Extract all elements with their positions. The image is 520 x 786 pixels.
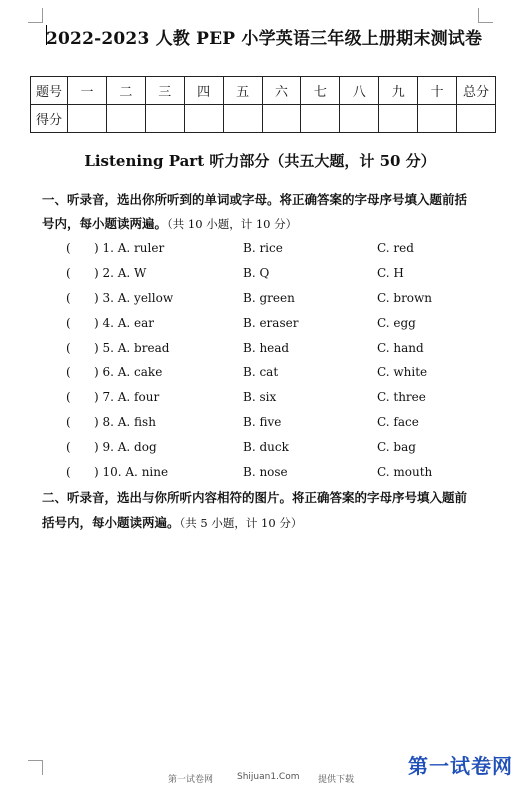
option-b: B. nose	[243, 465, 288, 480]
option-c: C. red	[377, 241, 414, 255]
header-cell-1: 一	[68, 77, 107, 105]
question-row: ( ) 7. A. four B. six C. three	[66, 390, 426, 405]
header-cell-3: 三	[145, 77, 184, 105]
option-b: B. duck	[243, 440, 289, 455]
question-number: ) 3. A. yellow	[94, 290, 174, 305]
score-cell-total[interactable]	[457, 105, 496, 133]
header-cell-8: 八	[340, 77, 379, 105]
question-row: ( ) 10. A. nine B. nose C. mouth	[66, 465, 433, 480]
question-number: ) 8. A. fish	[94, 415, 156, 430]
option-b: B. cat	[243, 365, 279, 380]
option-c: C. mouth	[377, 465, 433, 480]
option-b: B. green	[243, 290, 295, 305]
section2-instruction-line2	[42, 513, 302, 531]
score-cell[interactable]	[145, 105, 184, 133]
question-number: ) 2. A. W	[94, 265, 147, 280]
question-row: ( ) 1. A. ruler B. rice C. red	[66, 241, 414, 255]
question-row: ( ) 5. A. bread B. head C. hand	[66, 340, 424, 355]
header-cell-7: 七	[301, 77, 340, 105]
score-label-cell: 得分	[31, 105, 68, 133]
score-cell[interactable]	[68, 105, 107, 133]
option-c: C. H	[377, 265, 404, 280]
question-row: ( ) 4. A. ear B. eraser C. egg	[66, 315, 416, 330]
question-row: ( ) 9. A. dog B. duck C. bag	[66, 440, 416, 455]
score-table	[30, 76, 496, 133]
score-cell[interactable]	[223, 105, 262, 133]
part-title: Listening Part 听力部分（共五大题，计 50 分）	[84, 152, 436, 170]
score-table-score-row	[31, 105, 496, 133]
option-c: C. brown	[377, 290, 433, 305]
header-cell-2: 二	[106, 77, 145, 105]
footer-download-text: 提供下载	[318, 775, 355, 785]
page-corner-mark-top-right	[478, 8, 493, 23]
section2-note: （共 5 小题，计 10 分）	[179, 516, 303, 530]
score-cell[interactable]	[184, 105, 223, 133]
question-number: ) 1. A. ruler	[94, 241, 165, 255]
section1-instruction-line2	[42, 214, 297, 232]
section2-instruction-line1: 二、听录音，选出与你所听内容相符的图片。将正确答案的字母序号填入题前	[42, 490, 468, 505]
option-b: B. eraser	[243, 315, 299, 330]
question-number: ) 4. A. ear	[94, 315, 155, 330]
score-cell[interactable]	[340, 105, 379, 133]
section2-instruction-text: 括号内，每小题读两遍。	[42, 515, 180, 530]
question-row: ( ) 8. A. fish B. five C. face	[66, 415, 419, 430]
question-row: ( ) 6. A. cake B. cat C. white	[66, 365, 428, 380]
option-b: B. rice	[243, 241, 283, 255]
option-c: C. three	[377, 390, 426, 405]
option-c: C. face	[377, 415, 419, 430]
header-cell-9: 九	[379, 77, 418, 105]
header-cell-question-number: 题号	[31, 77, 68, 105]
question-row: ( ) 2. A. W B. Q C. H	[66, 265, 404, 280]
header-cell-5: 五	[223, 77, 262, 105]
score-table-header-row	[31, 77, 496, 105]
header-cell-total: 总分	[457, 77, 496, 105]
footer-site-url[interactable]: Shijuan1.Com	[237, 772, 300, 782]
score-cell[interactable]	[379, 105, 418, 133]
header-cell-6: 六	[262, 77, 301, 105]
section1-note: （共 10 小题，计 10 分）	[167, 217, 298, 231]
page-title: 2022-2023 人教 PEP 小学英语三年级上册期末测试卷	[46, 29, 483, 49]
section1-instruction-text: 号内，每小题读两遍。	[42, 216, 168, 231]
option-b: B. head	[243, 340, 290, 355]
footer-site-name: 第一试卷网	[168, 775, 214, 785]
option-c: C. hand	[377, 340, 424, 355]
question-number: ) 10. A. nine	[94, 465, 169, 480]
header-cell-10: 十	[418, 77, 457, 105]
option-c: C. white	[377, 365, 428, 380]
option-b: B. Q	[243, 265, 270, 280]
watermark-logo: 第一试卷网	[408, 754, 513, 778]
question-number: ) 6. A. cake	[94, 365, 163, 380]
score-cell[interactable]	[418, 105, 457, 133]
question-row: ( ) 3. A. yellow B. green C. brown	[66, 290, 433, 305]
option-c: C. egg	[377, 315, 416, 330]
option-c: C. bag	[377, 440, 416, 455]
section1-instruction-line1: 一、听录音，选出你所听到的单词或字母。将正确答案的字母序号填入题前括	[42, 192, 468, 207]
question-number: ) 9. A. dog	[94, 440, 157, 455]
question-number: ) 5. A. bread	[94, 340, 170, 355]
page-corner-mark-top-left	[28, 8, 43, 23]
page-corner-mark-bottom-left	[28, 760, 43, 775]
score-cell[interactable]	[301, 105, 340, 133]
option-b: B. five	[243, 415, 282, 430]
score-cell[interactable]	[106, 105, 145, 133]
question-number: ) 7. A. four	[94, 390, 160, 405]
header-cell-4: 四	[184, 77, 223, 105]
option-b: B. six	[243, 390, 277, 405]
question-list	[66, 238, 506, 487]
score-cell[interactable]	[262, 105, 301, 133]
